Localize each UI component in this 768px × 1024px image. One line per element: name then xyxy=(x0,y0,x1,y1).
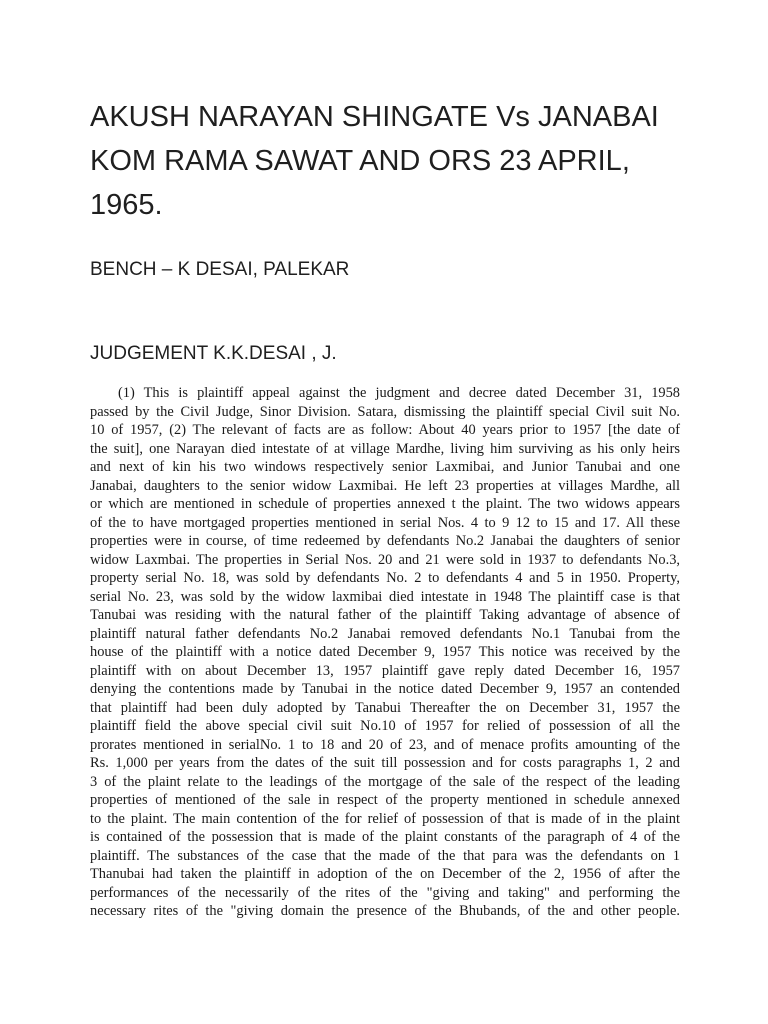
body-line: prorates mentioned in serialNo. 1 to 18 and 20 of 23, and of menace profits amounting of the xyxy=(90,736,680,753)
body-line: Rs. 1,000 per years from the dates of the suit till possession and for costs paragraphs 1, 2 and xyxy=(90,755,680,771)
body-line: Thanubai had taken the plaintiff in adoption of the on December of the 2, 1956 of after the xyxy=(90,866,680,882)
body-line: 3 of the plaint relate to the leadings of the mortgage of the sale of the respect of the leading xyxy=(90,773,680,790)
body-line: properties were in course, of time redeemed by defendants No.2 Janabai the daughters of senior xyxy=(90,533,680,549)
body-line: Tanubai was residing with the natural father of the plaintiff Taking advantage of absence of xyxy=(90,607,680,623)
body-line: plaintiff. The substances of the case that the made of the that para was the defendants on 1 xyxy=(90,847,680,864)
body-line: of the to have mortgaged properties mentioned in serial Nos. 4 to 9 12 to 15 and 17. All these xyxy=(90,514,680,531)
body-line: Janabai, daughters to the senior widow Laxmibai. He left 23 properties at villages Mardhe, all xyxy=(90,477,680,494)
body-line: property serial No. 18, was sold by defendants No. 2 to defendants 4 and 5 in 1950. Property, xyxy=(90,570,680,586)
body-line: plaintiff natural father defendants No.2 Janabai removed defendants No.1 Tanubai from the xyxy=(90,625,680,642)
body-line: denying the contentions made by Tanubai in the notice dated December 9, 1957 an contended xyxy=(90,681,680,697)
body-line: to the plaint. The main contention of the for relief of possession of that is made of in the plaint xyxy=(90,810,680,827)
body-line: serial No. 23, was sold by the widow laxmibai died intestate in 1948 The plaintiff case is that xyxy=(90,588,680,605)
body-line: passed by the Civil Judge, Sinor Division. Satara, dismissing the plaintiff special Civil suit No. xyxy=(90,403,680,420)
body-line: house of the plaintiff with a notice dated December 9, 1957 This notice was received by the xyxy=(90,644,680,660)
body-line: plaintiff field the above special civil suit No.10 of 1957 for relied of possession of all the xyxy=(90,718,680,734)
title-line: 1965. xyxy=(90,189,163,221)
body-line: and next of kin his two windows respectively senior Laxmibai, and Junior Tanubai and one xyxy=(90,459,680,475)
body-line: (1) This is plaintiff appeal against the judgment and decree dated December 31, 1958 xyxy=(118,385,680,401)
bench-heading: BENCH – K DESAI, PALEKAR xyxy=(90,259,350,280)
judgement-heading: JUDGEMENT K.K.DESAI , J. xyxy=(90,343,337,364)
body-line: that plaintiff had been duly adopted by Tanabui Thereafter the on December 31, 1957 the xyxy=(90,699,680,716)
body-line: plaintiff with on about December 13, 1957 plaintiff gave reply dated December 16, 1957 xyxy=(90,662,680,679)
body-line: the suit], one Narayan died intestate of at village Mardhe, living him surviving as his only heirs xyxy=(90,440,680,457)
body-line: 10 of 1957, (2) The relevant of facts are as follow: About 40 years prior to 1957 [the date of xyxy=(90,422,680,438)
body-line: performances of the necessarily of the rites of the "giving and taking" and performing the xyxy=(90,884,680,901)
body-line: or which are mentioned in schedule of properties annexed t the plaint. The two widows appears xyxy=(90,496,680,512)
title-line: KOM RAMA SAWAT AND ORS 23 APRIL, xyxy=(90,145,630,177)
title-line: AKUSH NARAYAN SHINGATE Vs JANABAI xyxy=(90,101,659,133)
body-line: widow Laxmbai. The properties in Serial Nos. 20 and 21 were sold in 1937 to defendants No.3, xyxy=(90,551,680,568)
body-line: is contained of the possession that is made of the plaint constants of the paragraph of 4 of the xyxy=(90,829,680,845)
body-line: properties of mentioned of the sale in respect of the property mentioned in schedule annexed xyxy=(90,792,680,808)
judgement-body xyxy=(90,384,680,921)
body-line: necessary rites of the "giving domain the presence of the Bhubands, of the and other people. xyxy=(90,903,680,919)
document-title xyxy=(90,95,680,227)
